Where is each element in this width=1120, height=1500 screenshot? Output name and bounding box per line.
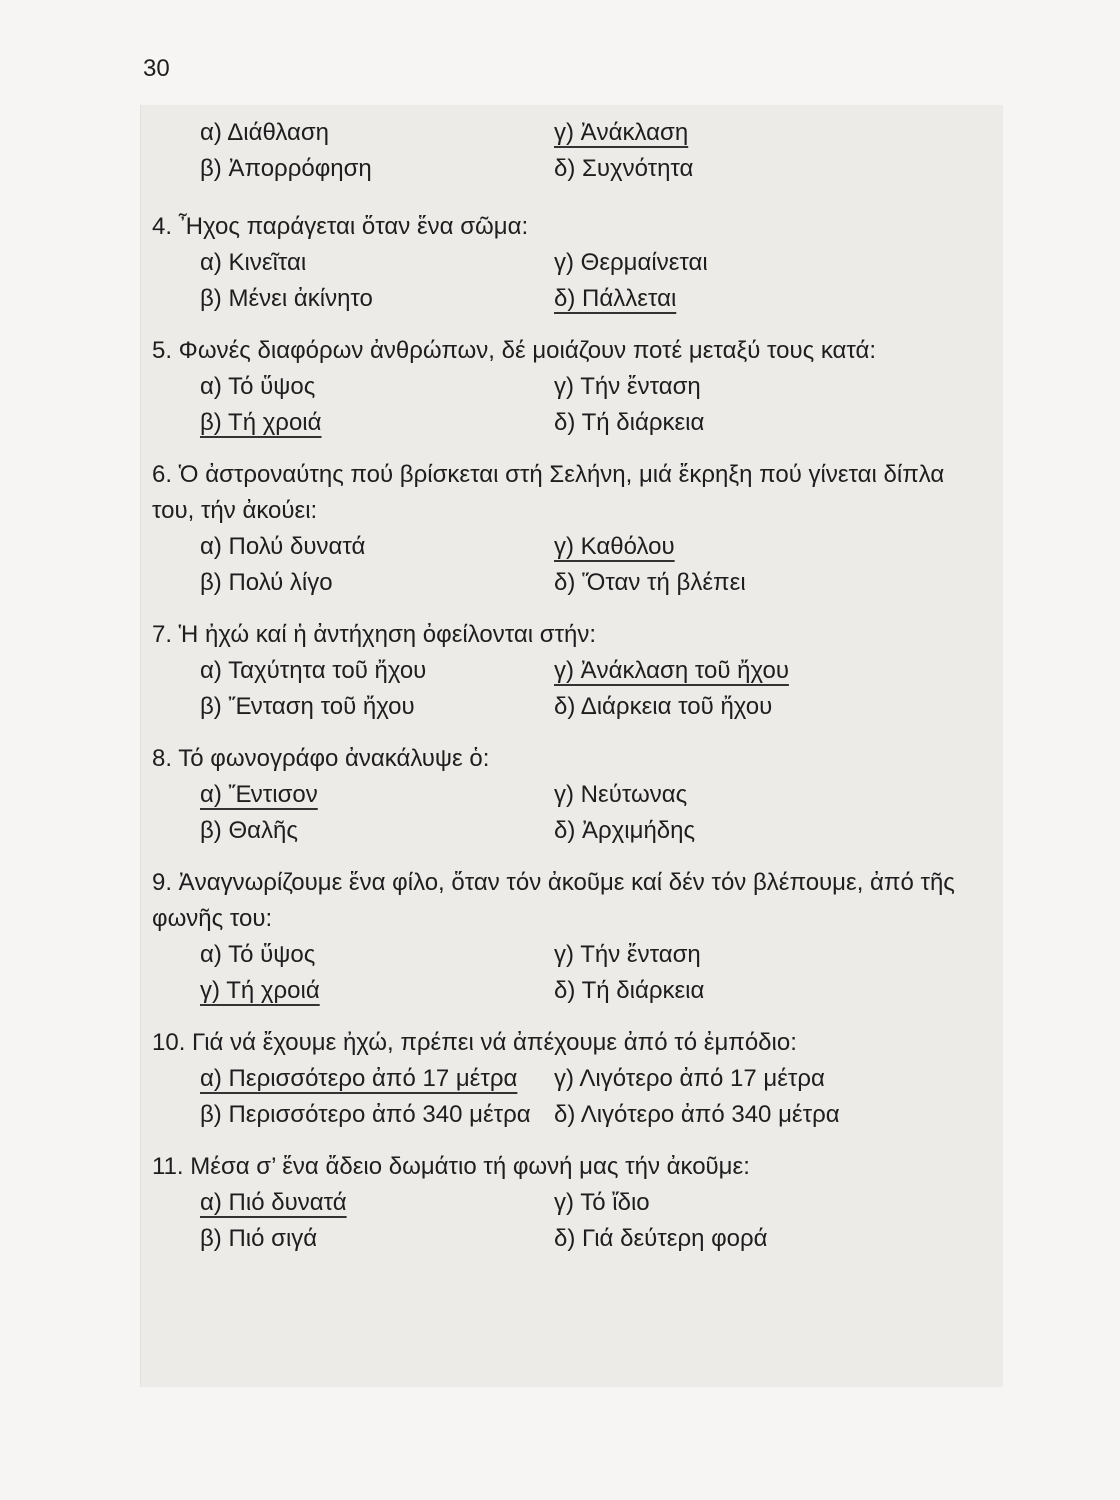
answer-option — [150, 1061, 554, 1097]
answer-option-text-marked: α) Περισσότερο ἀπό 17 μέτρα — [200, 1065, 518, 1092]
answer-option — [554, 281, 954, 317]
question-block — [150, 741, 990, 849]
answer-option-text: β) Ἀπορρόφηση — [200, 155, 372, 182]
question-block — [150, 209, 990, 317]
page-number: 30 — [143, 55, 170, 82]
question-stem: 11. Μέσα σ’ ἕνα ἄδειο δωμάτιο τή φωνή μας τήν ἀκοῦμε: — [152, 1153, 750, 1180]
answer-option — [554, 777, 954, 813]
answer-option — [554, 689, 954, 725]
question-block — [150, 1149, 990, 1257]
answer-option — [554, 529, 954, 565]
answer-option-text: β) Περισσότερο ἀπό 340 μέτρα — [200, 1101, 531, 1128]
question-block — [150, 617, 990, 725]
answer-option-text: γ) Λιγότερο ἀπό 17 μέτρα — [554, 1065, 825, 1092]
question-stem: 4. Ἦχος παράγεται ὅταν ἕνα σῶμα: — [152, 213, 529, 240]
answer-option-text: δ) Λιγότερο ἀπό 340 μέτρα — [554, 1101, 840, 1128]
answer-option-text: δ) Συχνότητα — [554, 155, 694, 182]
answer-option-text: γ) Νεύτωνας — [554, 781, 688, 808]
answer-option — [150, 565, 554, 601]
answer-option-text: α) Τό ὕψος — [200, 373, 316, 400]
question-block — [150, 333, 990, 441]
question-stem: 10. Γιά νά ἔχουμε ἠχώ, πρέπει νά ἀπέχουμε ἀπό τό ἐμπόδιο: — [152, 1029, 797, 1056]
question-stem: 9. Ἀναγνωρίζουμε ἕνα φίλο, ὅταν τόν ἀκοῦμε καί δέν τόν βλέπουμε, ἀπό τῆς φωνῆς του: — [152, 869, 955, 932]
answer-option-text: α) Τό ὕψος — [200, 941, 316, 968]
answer-option-text-marked: β) Τή χροιά — [200, 409, 322, 436]
answer-option-text: β) Θαλῆς — [200, 817, 298, 844]
answer-option-text: δ) Τή διάρκεια — [554, 977, 705, 1004]
question-stem: 8. Τό φωνογράφο ἀνακάλυψε ὁ: — [152, 745, 490, 772]
question-list — [150, 115, 990, 1273]
answer-option-text: γ) Τό ἴδιο — [554, 1189, 650, 1216]
answer-option — [554, 653, 954, 689]
answer-option — [150, 245, 554, 281]
answer-option-text-marked: α) Πιό δυνατά — [200, 1189, 347, 1216]
answer-option — [554, 245, 954, 281]
answer-option-text: β) Πιό σιγά — [200, 1225, 318, 1252]
answer-option — [554, 1185, 954, 1221]
answer-option — [150, 281, 554, 317]
option-row — [150, 245, 990, 281]
answer-option — [150, 1221, 554, 1257]
answer-option — [554, 973, 954, 1009]
option-row — [150, 1061, 990, 1097]
question-block — [150, 457, 990, 601]
answer-option-text-marked: γ) Ἀνάκλαση — [554, 119, 689, 146]
answer-option — [150, 405, 554, 441]
answer-option — [150, 689, 554, 725]
question-stem: 7. Ἡ ἠχώ καί ἡ ἀντήχηση ὀφείλονται στήν: — [152, 621, 597, 648]
answer-option — [554, 1097, 954, 1133]
question-stem: 6. Ὁ ἀστροναύτης πού βρίσκεται στή Σελήνη, μιά ἔκρηξη πού γίνεται δίπλα του, τήν ἀκούει: — [152, 461, 945, 524]
answer-option-text: α) Ταχύτητα τοῦ ἤχου — [200, 657, 427, 684]
answer-option — [554, 1221, 954, 1257]
answer-option — [554, 405, 954, 441]
answer-option — [554, 115, 954, 151]
answer-option-text-marked: γ) Ἀνάκλαση τοῦ ἤχου — [554, 657, 789, 684]
answer-option-text: δ) Γιά δεύτερη φορά — [554, 1225, 768, 1252]
answer-option — [554, 937, 954, 973]
question-block — [150, 1025, 990, 1133]
answer-option — [150, 973, 554, 1009]
answer-option-text: δ) Ὅταν τή βλέπει — [554, 569, 746, 596]
answer-option-text-marked: γ) Τή χροιά — [200, 977, 320, 1004]
option-row — [150, 1221, 990, 1257]
answer-option — [150, 937, 554, 973]
answer-option-text: δ) Ἀρχιμήδης — [554, 817, 696, 844]
option-row — [150, 937, 990, 973]
answer-option-text: β) Ἔνταση τοῦ ἤχου — [200, 693, 415, 720]
answer-option — [150, 115, 554, 151]
option-row — [150, 777, 990, 813]
answer-option — [150, 529, 554, 565]
answer-option — [150, 777, 554, 813]
option-row — [150, 151, 990, 187]
answer-option-text: γ) Τήν ἔνταση — [554, 373, 701, 400]
option-row — [150, 405, 990, 441]
option-row — [150, 565, 990, 601]
answer-option — [554, 1061, 954, 1097]
option-row — [150, 1097, 990, 1133]
answer-option — [150, 813, 554, 849]
option-row — [150, 973, 990, 1009]
option-row — [150, 1185, 990, 1221]
answer-option-text: γ) Θερμαίνεται — [554, 249, 708, 276]
answer-option — [150, 1185, 554, 1221]
answer-option-text: α) Κινεῖται — [200, 249, 307, 276]
question-block — [150, 115, 990, 187]
option-row — [150, 529, 990, 565]
answer-option-text: β) Πολύ λίγο — [200, 569, 333, 596]
answer-option — [150, 369, 554, 405]
answer-option-text: γ) Τήν ἔνταση — [554, 941, 701, 968]
option-row — [150, 813, 990, 849]
answer-option-text: δ) Τή διάρκεια — [554, 409, 705, 436]
option-row — [150, 689, 990, 725]
question-block — [150, 865, 990, 1009]
option-row — [150, 653, 990, 689]
answer-option-text: α) Πολύ δυνατά — [200, 533, 366, 560]
answer-option — [150, 151, 554, 187]
answer-option — [554, 369, 954, 405]
answer-option-text-marked: α) Ἔντισον — [200, 781, 318, 808]
answer-option — [150, 653, 554, 689]
answer-option-text: δ) Διάρκεια τοῦ ἤχου — [554, 693, 773, 720]
answer-option-text-marked: γ) Καθόλου — [554, 533, 675, 560]
answer-option-text: α) Διάθλαση — [200, 119, 330, 146]
answer-option — [554, 151, 954, 187]
option-row — [150, 281, 990, 317]
answer-option — [554, 813, 954, 849]
answer-option-text-marked: δ) Πάλλεται — [554, 285, 677, 312]
option-row — [150, 115, 990, 151]
option-row — [150, 369, 990, 405]
answer-option — [150, 1097, 554, 1133]
question-stem: 5. Φωνές διαφόρων ἀνθρώπων, δέ μοιάζουν ποτέ μεταξύ τους κατά: — [152, 337, 877, 364]
answer-option-text: β) Μένει ἀκίνητο — [200, 285, 373, 312]
answer-option — [554, 565, 954, 601]
